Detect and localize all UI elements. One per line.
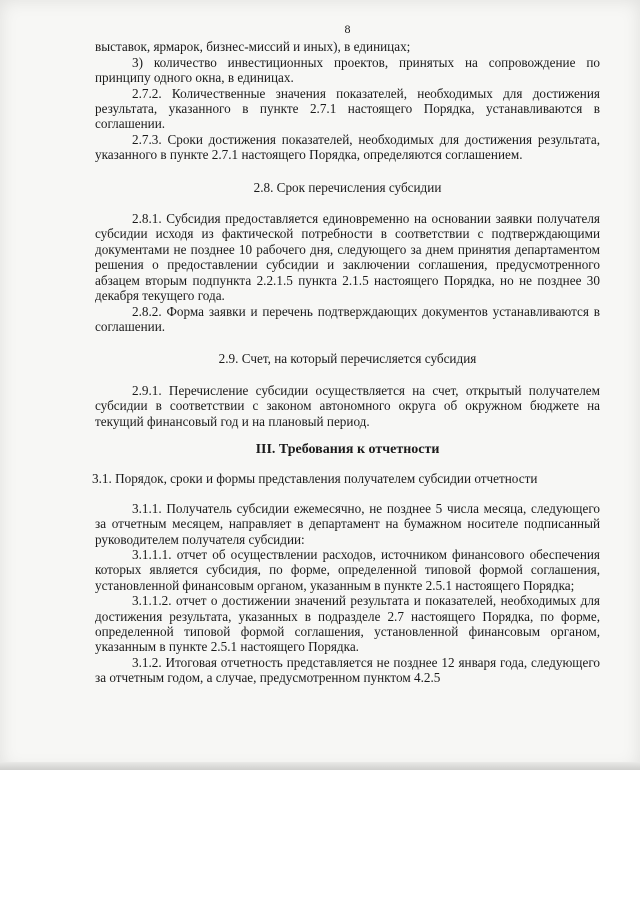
- section-heading-3-1: 3.1. Порядок, сроки и формы представления получателем субсидии отчетности: [92, 471, 538, 487]
- paragraph-list-item-2: выставок, ярмарок, бизнес-миссий и иных), в единицах;: [95, 39, 411, 55]
- paragraph-2-8-1: 2.8.1. Субсидия предоставляется единовременно на основании заявки получателя субсидии исходя из фактической потребности в соответствии с подтверждающими документами не позднее 10 рабочего дня, следующего за днем принятия департаментом решения о предоставлении субсидии и заключении соглашения, предусмотренного абзацем вторым подпункта 2.2.1.5 пункта 2.1.5 настоящего Порядка, но не позднее 30 декабря текущего года.: [95, 211, 600, 304]
- paragraph-3-1-1: 3.1.1. Получатель субсидии ежемесячно, не позднее 5 числа месяца, следующего за отчетным месяцем, направляет в департамент на бумажном носителе подписанный руководителем получателя субсидии:: [95, 500, 600, 547]
- page-bottom-edge: [0, 762, 640, 770]
- section-heading-2-8: 2.8. Срок перечисления субсидии: [253, 179, 442, 195]
- paragraph-list-item-3: 3) количество инвестиционных проектов, принятых на сопровождение по принципу одного окна, в единицах.: [95, 54, 600, 86]
- paragraph-2-8-2: 2.8.2. Форма заявки и перечень подтверждающих документов устанавливаются в соглашении.: [95, 303, 600, 334]
- paragraph-2-7-3: 2.7.3. Сроки достижения показателей, необходимых для достижения результата, указанного в пункте 2.7.1 настоящего Порядка, определяются соглашением.: [95, 131, 600, 163]
- section-heading-2-9: 2.9. Счет, на который перечисляется субсидия: [218, 351, 477, 367]
- paragraph-3-1-1-2: 3.1.1.2. отчет о достижении значений результата и показателей, необходимых для достижения результата, указанных в подразделе 2.7 настоящего Порядка, по форме, определенной типовой формой соглашения, установленной финансовым органом, указанным в пункте 2.5.1 настоящего Порядка.: [95, 593, 600, 655]
- paragraph-3-1-1-1: 3.1.1.1. отчет об осуществлении расходов, источником финансового обеспечения которых является субсидия, по форме, определенной типовой формой соглашения, установленной финансовым органом, указанным в пункте 2.5.1 настоящего Порядка;: [95, 546, 600, 593]
- document-body: [92, 18, 600, 686]
- paragraph-3-1-2: 3.1.2. Итоговая отчетность представляется не позднее 12 января года, следующего за отчетным годом, а случае, предусмотренном пунктом 4.2.5: [95, 654, 600, 686]
- chapter-heading-3: III. Требования к отчетности: [255, 441, 440, 457]
- page-number: 8: [344, 22, 351, 36]
- paragraph-2-7-2: 2.7.2. Количественные значения показателей, необходимых для достижения результата, указанного в пункте 2.7.1 настоящего Порядка, устанавливаются в соглашении.: [95, 85, 600, 132]
- paragraph-2-9-1: 2.9.1. Перечисление субсидии осуществляется на счет, открытый получателем субсидии в соответствии с законом автономного округа об окружном бюджете на текущий финансовый год и на плановый период.: [95, 382, 600, 429]
